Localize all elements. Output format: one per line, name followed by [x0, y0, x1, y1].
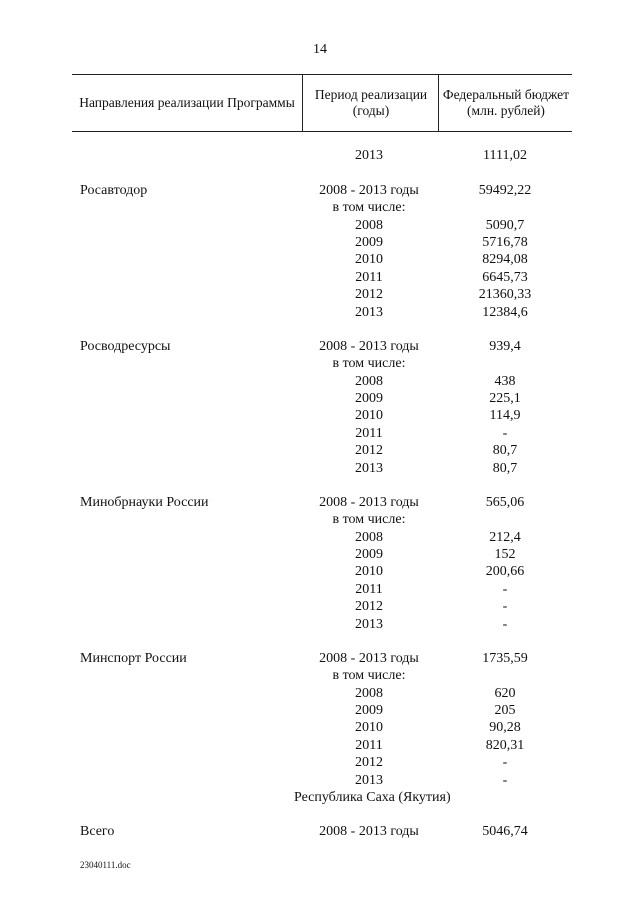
row-value: 1735,59 [482, 651, 528, 666]
row-value: 21360,33 [478, 287, 532, 302]
table-row [72, 200, 572, 217]
table-row [72, 668, 572, 685]
table-row [72, 443, 572, 460]
row-period: 2008 [355, 530, 383, 545]
row-period: в том числе: [332, 200, 406, 215]
row-period: 2008 - 2013 годы [319, 183, 419, 198]
table-row [72, 720, 572, 737]
table-row [72, 356, 572, 373]
row-value: - [502, 582, 508, 597]
table-row [72, 547, 572, 564]
table-row [72, 790, 572, 807]
row-value: 5090,7 [485, 218, 525, 233]
row-value: 90,28 [489, 720, 521, 735]
table-row [72, 408, 572, 425]
row-value: - [502, 755, 508, 770]
row-period: 2013 [355, 617, 383, 632]
row-period: 2008 [355, 686, 383, 701]
row-org: Всего [80, 824, 115, 839]
row-period: 2010 [355, 564, 383, 579]
table-row [72, 824, 572, 841]
row-value: 12384,6 [482, 305, 528, 320]
row-value: 59492,22 [478, 183, 532, 198]
row-value: 820,31 [485, 738, 525, 753]
table-row [72, 270, 572, 287]
table-row [72, 426, 572, 443]
row-period: 2012 [355, 755, 383, 770]
row-period: 2013 [355, 305, 383, 320]
row-period: 2009 [355, 547, 383, 562]
row-period: 2013 [355, 773, 383, 788]
table-row [72, 564, 572, 581]
row-period: 2011 [355, 270, 383, 285]
row-period: 2008 [355, 374, 383, 389]
table-row [72, 773, 572, 790]
row-value: - [502, 426, 508, 441]
row-value: 114,9 [489, 408, 521, 423]
row-period: в том числе: [332, 668, 406, 683]
row-value: 80,7 [492, 461, 518, 476]
row-period: 2010 [355, 720, 383, 735]
row-value: 200,66 [485, 564, 525, 579]
table-row [72, 755, 572, 772]
table-row [72, 512, 572, 529]
table-row [72, 651, 572, 668]
table-row [72, 703, 572, 720]
table-row [72, 148, 572, 165]
row-value: 620 [494, 686, 516, 701]
table-row [72, 495, 572, 512]
table-row [72, 599, 572, 616]
row-period: 2011 [355, 582, 383, 597]
table-row [72, 461, 572, 478]
row-period: 2012 [355, 599, 383, 614]
table-row [72, 617, 572, 634]
row-period: 2010 [355, 408, 383, 423]
row-period: в том числе: [332, 512, 406, 527]
row-period: 2009 [355, 235, 383, 250]
row-period: в том числе: [332, 356, 406, 371]
row-org: Минспорт России [80, 651, 187, 666]
row-value: 205 [494, 703, 516, 718]
row-org: Минобрнауки России [80, 495, 209, 510]
row-value: - [502, 773, 508, 788]
row-value: - [502, 599, 508, 614]
table-row [72, 738, 572, 755]
row-value: 939,4 [489, 339, 521, 354]
row-value: 152 [494, 547, 516, 562]
row-period: 2008 [355, 218, 383, 233]
table-row [72, 530, 572, 547]
row-period: 2008 - 2013 годы [319, 339, 419, 354]
table-header [72, 74, 572, 132]
row-value: 212,4 [489, 530, 521, 545]
row-period: 2010 [355, 252, 383, 267]
header-period: Период реализации (годы) [302, 75, 439, 131]
row-period: 2008 - 2013 годы [319, 495, 419, 510]
row-value: 6645,73 [482, 270, 528, 285]
row-value: 438 [494, 374, 516, 389]
row-value: 8294,08 [482, 252, 528, 267]
row-value: 5716,78 [482, 235, 528, 250]
table-row [72, 235, 572, 252]
table-row [72, 391, 572, 408]
row-value: 80,7 [492, 443, 518, 458]
budget-table [72, 74, 572, 839]
row-period: 2009 [355, 703, 383, 718]
table-row [72, 218, 572, 235]
row-period: 2009 [355, 391, 383, 406]
row-period: 2008 - 2013 годы [319, 824, 419, 839]
table-row [72, 252, 572, 269]
file-name-footer: 23040111.doc [80, 860, 131, 870]
row-value: - [502, 617, 508, 632]
table-row [72, 582, 572, 599]
header-federal-budget: Федеральный бюджет (млн. рублей) [438, 75, 573, 131]
table-row [72, 339, 572, 356]
row-value: 225,1 [489, 391, 521, 406]
row-period: 2008 - 2013 годы [319, 651, 419, 666]
row-period: 2013 [355, 148, 383, 163]
row-org: Росводресурсы [80, 339, 171, 354]
row-value: 5046,74 [482, 824, 528, 839]
row-period: 2011 [355, 426, 383, 441]
page-number: 14 [313, 42, 327, 57]
row-period: 2011 [355, 738, 383, 753]
row-value: 1111,02 [483, 148, 527, 163]
table-row [72, 686, 572, 703]
row-period: 2012 [355, 287, 383, 302]
row-value: 565,06 [485, 495, 525, 510]
table-row [72, 374, 572, 391]
row-period: Республика Саха (Якутия) [294, 790, 451, 805]
header-directions: Направления реализации Программы [79, 95, 295, 110]
table-row [72, 183, 572, 200]
row-period: 2012 [355, 443, 383, 458]
row-org: Росавтодор [80, 183, 148, 198]
row-period: 2013 [355, 461, 383, 476]
table-row [72, 305, 572, 322]
table-row [72, 287, 572, 304]
